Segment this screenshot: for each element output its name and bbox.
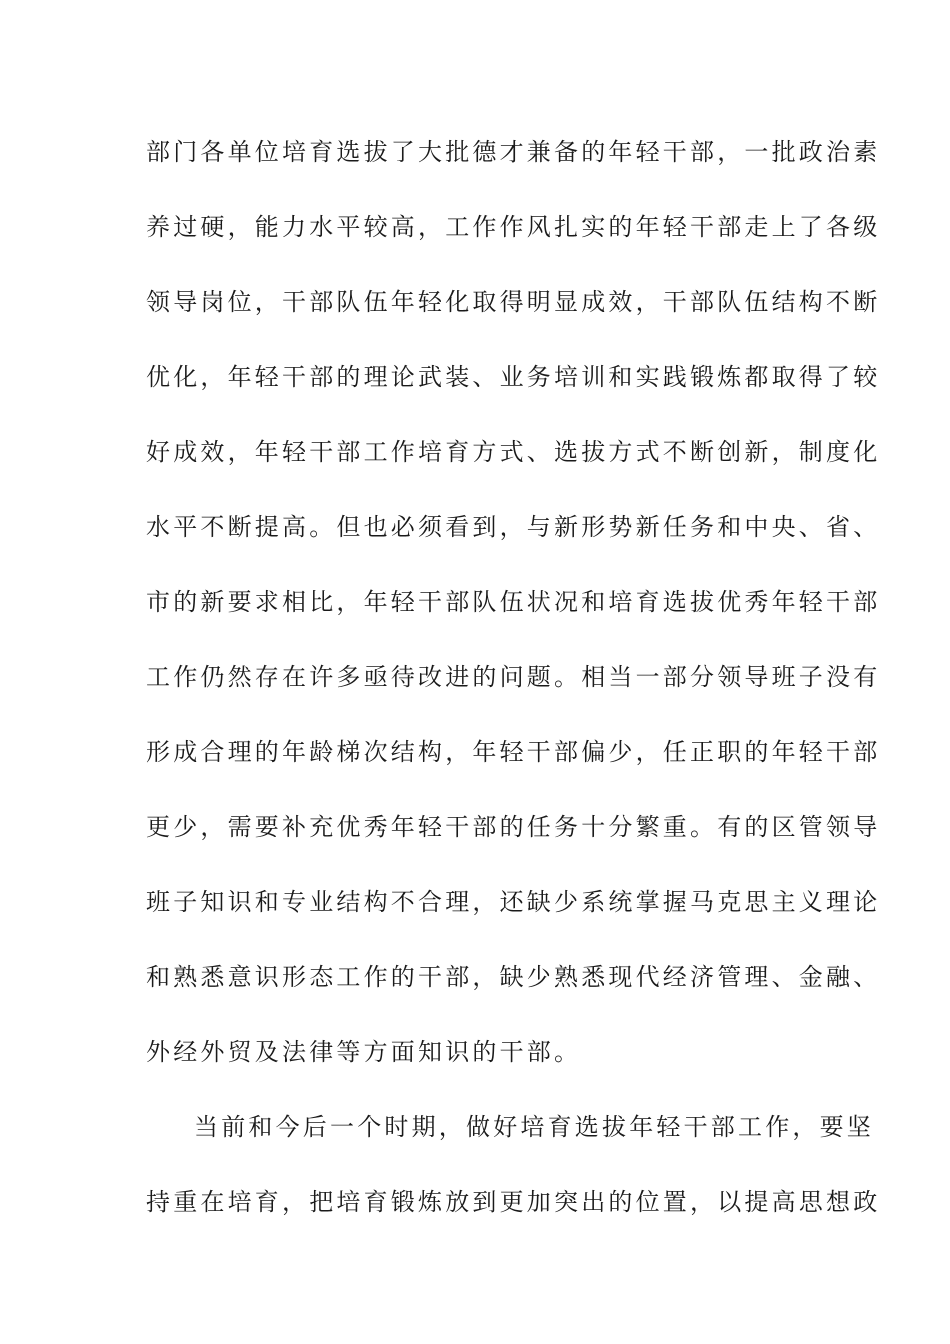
paragraph-line: 领导岗位，干部队伍年轻化取得明显成效，干部队伍结构不断 [146,288,881,316]
paragraph-line: 持重在培育，把培育锻炼放到更加突出的位置，以提高思想政 [146,1188,881,1216]
paragraph-line: 优化，年轻干部的理论武装、业务培训和实践锻炼都取得了较 [146,363,881,391]
paragraph-line: 养过硬，能力水平较高，工作作风扎实的年轻干部走上了各级 [146,213,881,241]
paragraph-line: 和熟悉意识形态工作的干部，缺少熟悉现代经济管理、金融、 [146,963,881,991]
paragraph-line: 更少，需要补充优秀年轻干部的任务十分繁重。有的区管领导 [146,813,881,841]
paragraph-line: 外经外贸及法律等方面知识的干部。 [146,1038,582,1066]
paragraph-line: 好成效，年轻干部工作培育方式、选拔方式不断创新，制度化 [146,438,881,466]
paragraph-line: 市的新要求相比，年轻干部队伍状况和培育选拔优秀年轻干部 [146,588,881,616]
paragraph-first-line: 当前和今后一个时期，做好培育选拔年轻干部工作，要坚 [194,1113,874,1141]
paragraph-line: 水平不断提高。但也必须看到，与新形势新任务和中央、省、 [146,513,881,541]
paragraph-line: 形成合理的年龄梯次结构，年轻干部偏少，任正职的年轻干部 [146,738,881,766]
paragraph-line: 部门各单位培育选拔了大批德才兼备的年轻干部，一批政治素 [146,138,881,166]
paragraph-line: 工作仍然存在许多亟待改进的问题。相当一部分领导班子没有 [146,663,881,691]
paragraph-line: 班子知识和专业结构不合理，还缺少系统掌握马克思主义理论 [146,888,881,916]
